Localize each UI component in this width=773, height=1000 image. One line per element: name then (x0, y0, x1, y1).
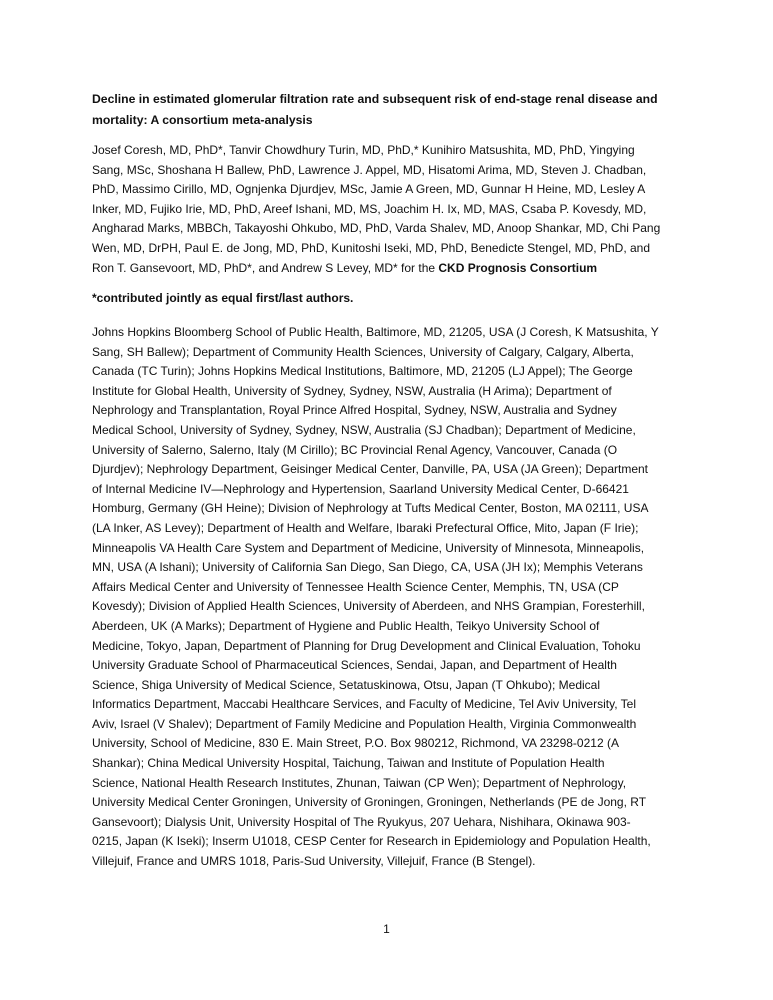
affiliation-line: Djurdjev); Nephrology Department, Geisinger Medical Center, Danville, PA, USA (JA Green); Department (92, 462, 649, 477)
affiliation-line: University of Salerno, Salerno, Italy (M Cirillo); BC Provincial Renal Agency, Vancouver, Canada (O (92, 442, 618, 457)
affiliation-line: Affairs Medical Center and University of Tennessee Health Science Center, Memphis, TN, USA (CP (92, 579, 619, 594)
affiliation-line: Sang, SH Ballew); Department of Community Health Sciences, University of Calgary, Calgary, Alberta, (92, 344, 634, 359)
author-line: Wen, MD, DrPH, Paul E. de Jong, MD, PhD, Kunitoshi Iseki, MD, PhD, Benedicte Stengel, MD, PhD, and (92, 240, 651, 255)
affiliation-line: of Internal Medicine IV—Nephrology and Hypertension, Saarland University Medical Center, D-66421 (92, 481, 629, 496)
affiliation-line: University Medical Center Groningen, University of Groningen, Groningen, Netherlands (PE de Jong, RT (92, 795, 647, 810)
consortium-name: CKD Prognosis Consortium (438, 260, 598, 275)
affiliation-line: Johns Hopkins Bloomberg School of Public Health, Baltimore, MD, 21205, USA (J Coresh, K Matsushita, Y (92, 325, 659, 339)
author-list (92, 141, 660, 278)
author-line: Josef Coresh, MD, PhD*, Tanvir Chowdhury Turin, MD, PhD,* Kunihiro Matsushita, MD, PhD, Yingying (92, 143, 635, 157)
affiliation-line: Science, National Health Research Institutes, Zhunan, Taiwan (CP Wen); Department of Nephrology, (92, 775, 627, 790)
author-line: Sang, MSc, Shoshana H Ballew, PhD, Lawrence J. Appel, MD, Hisatomi Arima, MD, Steven J. Chadban, (92, 162, 647, 177)
affiliation-line: MN, USA (A Ishani); University of California San Diego, San Diego, CA, USA (JH Ix); Memphis Veterans (92, 560, 643, 575)
affiliation-line: Science, Shiga University of Medical Science, Setatuskinowa, Otsu, Japan (T Ohkubo); Medical (92, 677, 601, 692)
title-line: mortality: A consortium meta-analysis (92, 113, 313, 127)
affiliation-line: 0215, Japan (K Iseki); Inserm U1018, CESP Center for Research in Epidemiology and Population Health, (92, 834, 651, 849)
affiliation-line: Aberdeen, UK (A Marks); Department of Hygiene and Public Health, Teikyo University School of (92, 618, 600, 633)
affiliation-line: Medicine, Tokyo, Japan, Department of Planning for Drug Development and Clinical Evaluation, Tohoku (92, 638, 641, 653)
author-line: Angharad Marks, MBBCh, Takayoshi Ohkubo, MD, PhD, Varda Shalev, MD, Anoop Shankar, MD, Chi Pang (92, 221, 661, 236)
affiliation-line: University Graduate School of Pharmaceutical Sciences, Sendai, Japan, and Department of Health (92, 658, 617, 673)
equal-contribution-note: *contributed jointly as equal first/last authors. (92, 291, 354, 305)
affiliation-line: Shankar); China Medical University Hospital, Taichung, Taiwan and Institute of Population Health (92, 756, 605, 771)
affiliation-line: Nephrology and Transplantation, Royal Prince Alfred Hospital, Sydney, NSW, Australia and Sydney (92, 403, 617, 418)
affiliations (92, 323, 659, 872)
author-line: PhD, Massimo Cirillo, MD, Ognjenka Djurdjev, MSc, Jamie A Green, MD, Gunnar H Heine, MD, Lesley A (92, 182, 646, 197)
title-line: Decline in estimated glomerular filtration rate and subsequent risk of end-stage renal disease and (92, 92, 658, 106)
affiliation-line: (LA Inker, AS Levey); Department of Health and Welfare, Ibaraki Prefectural Office, Mito, Japan (F Irie); (92, 520, 639, 535)
affiliation-line: Canada (TC Turin); Johns Hopkins Medical Institutions, Baltimore, MD, 21205 (LJ Appel); The George (92, 364, 633, 379)
affiliation-line: Aviv, Israel (V Shalev); Department of Family Medicine and Population Health, Virginia Commonwealth (92, 716, 637, 731)
author-line (92, 259, 660, 279)
affiliation-line: Minneapolis VA Health Care System and Department of Medicine, University of Minnesota, Minneapolis, (92, 540, 645, 555)
affiliation-line: Villejuif, France and UMRS 1018, Paris-Sud University, Villejuif, France (B Stengel). (92, 854, 536, 869)
affiliation-line: Medical School, University of Sydney, Sydney, NSW, Australia (SJ Chadban); Department of Medicine, (92, 422, 636, 437)
affiliation-line: Informatics Department, Maccabi Healthcare Services, and Faculty of Medicine, Tel Aviv University, Tel (92, 697, 637, 712)
affiliation-line: Kovesdy); Division of Applied Health Sciences, University of Aberdeen, and NHS Grampian, Foresterhill, (92, 599, 645, 614)
affiliation-line: University, School of Medicine, 830 E. Main Street, P.O. Box 980212, Richmond, VA 23298-0212 (A (92, 736, 619, 751)
page-number: 1 (383, 922, 390, 936)
affiliation-line: Gansevoort); Dialysis Unit, University Hospital of The Ryukyus, 207 Uehara, Nishihara, Okinawa 903- (92, 814, 631, 829)
author-line-text: Ron T. Gansevoort, MD, PhD*, and Andrew S Levey, MD* for the (92, 260, 439, 275)
paper-title (92, 89, 658, 131)
author-line: Inker, MD, Fujiko Irie, MD, PhD, Areef Ishani, MD, MS, Joachim H. Ix, MD, MAS, Csaba P. Kovesdy, MD, (92, 201, 647, 216)
affiliation-line: Homburg, Germany (GH Heine); Division of Nephrology at Tufts Medical Center, Boston, MA 02111, USA (92, 501, 649, 516)
affiliation-line: Institute for Global Health, University of Sydney, Sydney, NSW, Australia (H Arima); Department of (92, 383, 612, 398)
